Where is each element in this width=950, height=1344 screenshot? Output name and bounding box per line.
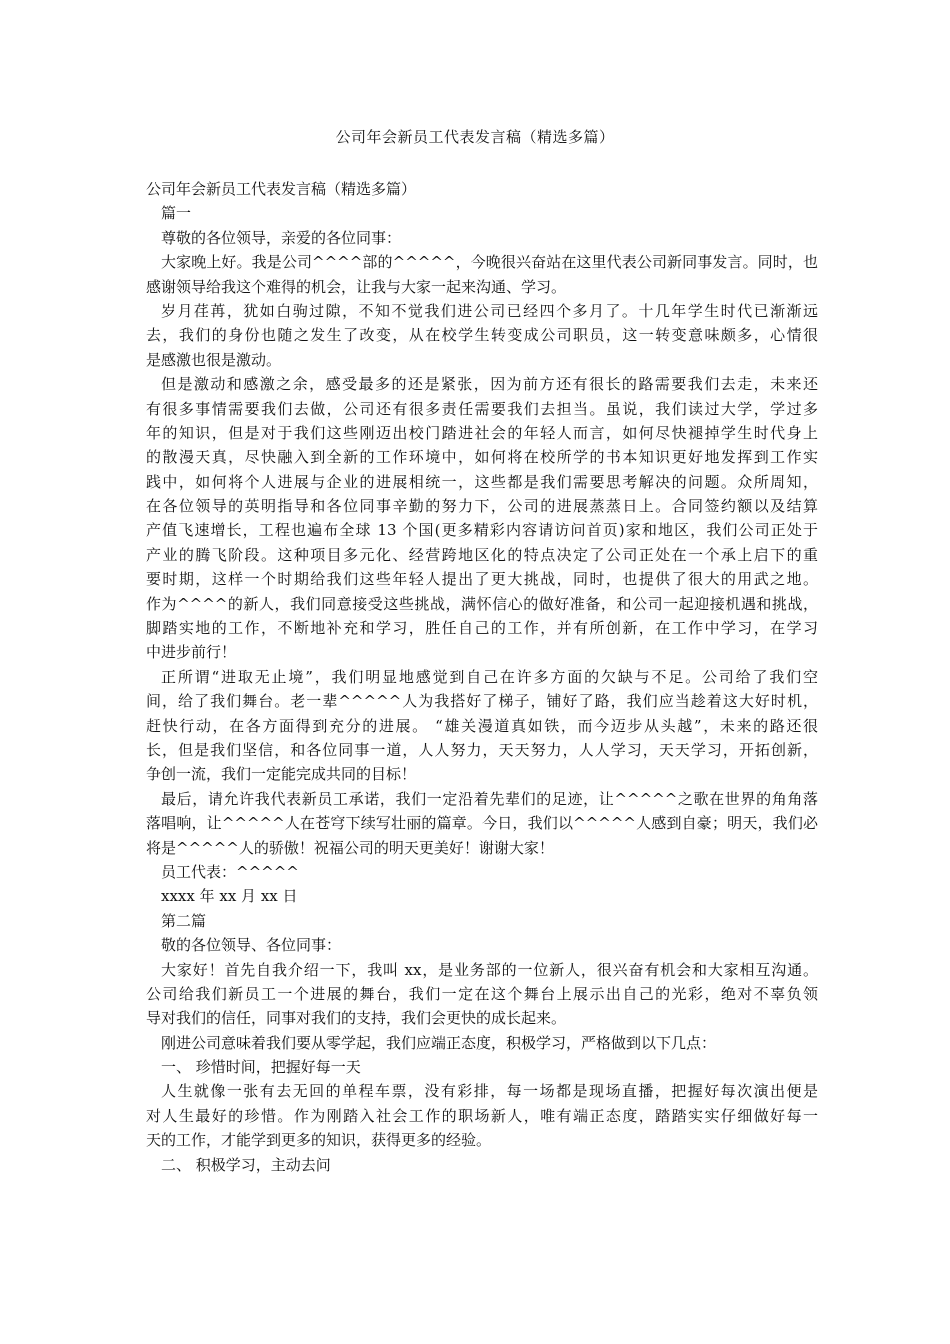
text-line: 大家晚上好。我是公司^^^^部的^^^^^，今晚很兴奋站在这里代表公司新同事发言。同时，也	[161, 253, 818, 272]
text-line: 产业的腾飞阶段。这种项目多元化、经营跨地区化的特点决定了公司正处在一个承上启下的重	[146, 545, 818, 564]
text-line: 敬的各位领导、各位同事：	[161, 936, 342, 955]
text-line: 有很多事情需要我们去做，公司还有很多责任需要我们去担当。虽说，我们读过大学，学过多	[146, 399, 818, 418]
text-line: 年的知识，但是对于我们这些刚迈出校门踏进社会的年轻人而言，如何尽快褪掉学生时代身上	[146, 423, 818, 442]
text-line: 大家好！首先自我介绍一下，我叫 xx，是业务部的一位新人，很兴奋有机会和大家相互沟通。	[161, 960, 818, 979]
text-line: 一、 珍惜时间，把握好每一天	[161, 1058, 361, 1077]
text-line: 最后，请允许我代表新员工承诺，我们一定沿着先辈们的足迹，让^^^^^之歌在世界的角角落	[161, 789, 818, 808]
text-line: 争创一流，我们一定能完成共同的目标！	[146, 765, 417, 784]
text-line: 要时期，这样一个时期给我们这些年轻人提出了更大挑战，同时，也提供了很大的用武之地。	[146, 570, 818, 589]
document-body	[146, 177, 818, 1177]
text-line: 作为^^^^的新人，我们同意接受这些挑战，满怀信心的做好准备，和公司一起迎接机遇和挑战，	[146, 594, 818, 613]
document-title: 公司年会新员工代表发言稿（精选多篇）	[335, 128, 615, 146]
text-line: 的散漫天真，尽快融入到全新的工作环境中，如何将在校所学的书本知识更好地发挥到工作实	[146, 448, 818, 467]
text-line: 去，我们的身份也随之发生了改变，从在校学生转变成公司职员，这一转变意味颇多，心情很	[146, 326, 818, 345]
text-line: 第二篇	[161, 911, 207, 930]
text-line: 将是^^^^^人的骄傲！祝福公司的明天更美好！谢谢大家！	[146, 838, 554, 857]
text-line: 产值飞速增长，工程也遍布全球 13 个国(更多精彩内容请访问首页)家和地区，我们公司正处于	[146, 521, 818, 540]
text-line: 正所谓“进取无止境”，我们明显地感觉到自己在许多方面的欠缺与不足。公司给了我们空	[161, 667, 818, 686]
text-line: 落唱响，让^^^^^人在苍穹下续写壮丽的篇章。今日，我们以^^^^^人感到自豪；明天，我们必	[146, 814, 818, 833]
text-line: 长，但是我们坚信，和各位同事一道，人人努力，天天努力，人人学习，天天学习，开拓创新，	[146, 740, 818, 759]
text-line: 对人生最好的珍惜。作为刚踏入社会工作的职场新人，唯有端正态度，踏踏实实仔细做好每一	[146, 1106, 818, 1125]
text-line: 篇一	[161, 204, 192, 223]
text-line: 是感激也很是激动。	[146, 350, 282, 369]
text-line: 在各位领导的英明指导和各位同事辛勤的努力下，公司的进展蒸蒸日上。合同签约额以及结算	[146, 497, 818, 516]
text-line: 公司给我们新员工一个进展的舞台，我们一定在这个舞台上展示出自己的光彩，绝对不辜负领	[146, 984, 818, 1003]
text-line: 天的工作，才能学到更多的知识，获得更多的经验。	[146, 1131, 492, 1150]
text-line: 赶快行动，在各方面得到充分的进展。 “雄关漫道真如铁，而今迈步从头越”，未来的路还很	[146, 716, 818, 735]
text-line: 间，给了我们舞台。老一辈^^^^^人为我搭好了梯子，铺好了路，我们应当趁着这大好时机，	[146, 692, 818, 711]
text-line: 刚进公司意味着我们要从零学起，我们应端正态度，积极学习，严格做到以下几点：	[161, 1033, 717, 1052]
text-line: 公司年会新员工代表发言稿（精选多篇）	[146, 180, 417, 198]
text-line: 人生就像一张有去无回的单程车票，没有彩排，每一场都是现场直播，把握好每次演出便是	[161, 1082, 818, 1101]
text-line: 脚踏实地的工作，不断地补充和学习，胜任自己的工作，并有所创新，在工作中学习，在学习	[146, 619, 818, 638]
text-line: xxxx 年 xx 月 xx 日	[161, 887, 298, 906]
text-line: 二、 积极学习，主动去问	[161, 1155, 331, 1174]
text-line: 导对我们的信任，同事对我们的支持，我们会更快的成长起来。	[146, 1009, 567, 1028]
text-line: 但是激动和感激之余，感受最多的还是紧张，因为前方还有很长的路需要我们去走，未来还	[161, 375, 818, 394]
text-line: 感谢领导给我这个难得的机会，让我与大家一起来沟通、学习。	[146, 277, 567, 296]
text-line: 岁月荏苒，犹如白驹过隙，不知不觉我们进公司已经四个多月了。十几年学生时代已渐渐远	[161, 301, 818, 320]
text-line: 践中，如何将个人进展与企业的进展相统一，这些都是我们需要思考解决的问题。众所周知，	[146, 472, 818, 491]
text-line: 尊敬的各位领导，亲爱的各位同事：	[161, 228, 402, 247]
text-line: 员工代表：^^^^^	[161, 862, 299, 881]
text-line: 中进步前行！	[146, 643, 237, 662]
